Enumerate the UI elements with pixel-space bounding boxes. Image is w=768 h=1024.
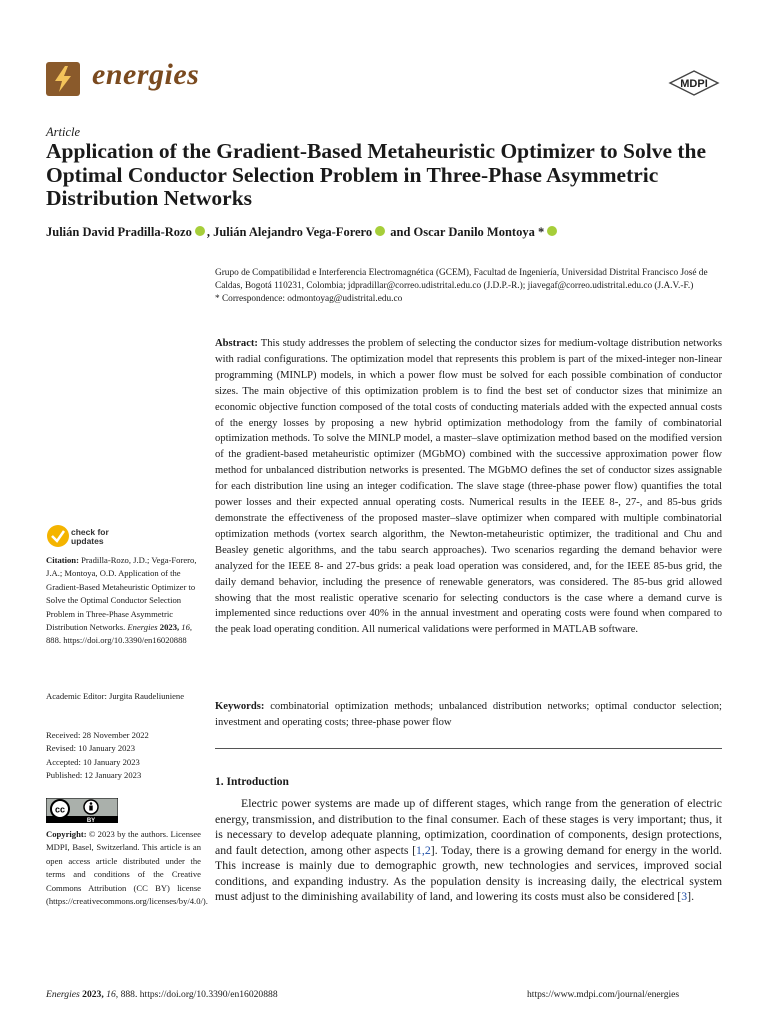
publisher-name: MDPI [680, 78, 708, 90]
mdpi-logo[interactable] [668, 70, 720, 96]
author-list: Julián David Pradilla-Rozo , Julián Alejandro Vega-Forero and Oscar Danilo Montoya * [46, 225, 559, 240]
journal-logo [46, 62, 80, 96]
keywords [215, 699, 722, 731]
footer-url[interactable]: https://www.mdpi.com/journal/energies [527, 989, 680, 1000]
orcid-icon[interactable] [375, 226, 385, 236]
copyright-label: Copyright: [46, 829, 87, 839]
published-date: Published: 12 January 2023 [46, 770, 142, 781]
citation-label: Citation: [46, 555, 79, 565]
correspondence: * Correspondence: odmontoyag@udistrital.edu.co [215, 294, 403, 304]
author-1[interactable]: Julián David Pradilla-Rozo [46, 225, 192, 239]
divider [215, 748, 722, 749]
revised-date: Revised: 10 January 2023 [46, 743, 136, 754]
abstract-text: This study addresses the problem of selecting the conductor sizes for medium-voltage distribution networks with radial configurations. The optimization model that represents this problem is part of the mixed-integer non-linear programming (MINLP) models, in which a power flow must be solved for each possible combination of conductor sizes. The main objective of this optimization problem is to find the best set of conductor sizes that minimize an economic objective function composed of the total costs of conducting materials added with the expected annual costs of the energy losses by proposing a new hybrid optimization methodology from the family of combinatorial optimization methods. To solve the MINLP model, a master–slave optimization method based on the modified version of the gradient-based metaheuristic optimizer (MGbMO) combined with the successive approximation power flow method for unbalanced distribution networks is presented. The MGbMO defines the set of conductor sizes assignable for each distribution line using an integer codification. The slave stage (three-phase power flow) quantifies the total power losses and their expected annual operating costs. Numerical results in the IEEE 8-, 27-, and 85-bus grids demonstrate the effectiveness of the proposed master–slave optimizer when compared with multiple combinatorial optimization methods (vortex search algorithm, the Newton-metaheuristic optimizer, the traditional and Chu and Beasley genetic algorithms, and the tabu search approaches). Two scenarios regarding the demand behavior were analyzed for the IEEE 8- and 27-bus grids: a peak load operation was considered, and, for the IEEE 85-bus grid, the daily demand behavior, including the presence of renewable generators, was considered. The 85-bus grid allowed showing that the most realistic operative scenario for selecting conductors is the case where a demand curve is implemented since reductions over 40% in the annual investment and operating costs were found when compared to the peak load operating condition. All numerical validations were performed in MATLAB software. [215, 338, 722, 636]
abstract [215, 336, 722, 638]
received-date: Received: 28 November 2022 [46, 730, 149, 740]
reference-link[interactable]: 3 [681, 889, 688, 903]
affiliation: Grupo de Compatibilidad e Interferencia Electromagnética (GCEM), Facultad de Ingeniería, Universidad Distrital Francisco José de Caldas, Bogotá 110231, Colombia; jdpradillar@correo.udistrital.edu.co (J.D.P.-R.); jiavegaf@correo.udistrital.edu.co (J.A.V.-F.) [215, 268, 708, 291]
lightning-icon [46, 62, 80, 96]
orcid-icon[interactable] [195, 226, 205, 236]
copyright-block: Copyright: © 2023 by the authors. Licensee MDPI, Basel, Switzerland. This article is an open access article distributed under the terms and conditions of the Creative Commons Attribution (CC BY) license (https://creativecommons.org/licenses/by/4.0/). [46, 829, 208, 907]
footer-citation: Energies 2023, 16, 888. https://doi.org/10.3390/en16020888 [46, 989, 278, 1000]
author-3[interactable]: and Oscar Danilo Montoya * [390, 225, 545, 239]
article-title: Application of the Gradient-Based Metaheuristic Optimizer to Solve the Optimal Conductor Selection Problem in Three-Phase Asymmetric Distribution Networks [46, 139, 707, 210]
section-heading: 1. Introduction [215, 776, 289, 788]
article-type: Article [46, 125, 81, 139]
keywords-label: Keywords: [215, 701, 265, 712]
citation-doi[interactable]: 888. https://doi.org/10.3390/en16020888 [46, 635, 187, 646]
cc-label: cc [54, 804, 66, 815]
journal-name[interactable]: energies [92, 58, 200, 91]
orcid-icon[interactable] [547, 226, 557, 236]
footer-doi[interactable]: 888. https://doi.org/10.3390/en16020888 [120, 989, 278, 1000]
by-label: BY [86, 818, 96, 823]
check-for-updates[interactable]: check for updates [71, 527, 109, 546]
dates-block [46, 729, 201, 783]
affiliation-block [215, 267, 725, 306]
keywords-text: combinatorial optimization methods; unbalanced distribution networks; optimal conductor selection; investment and operating costs; three-phase power flow [215, 701, 722, 728]
accepted-date: Accepted: 10 January 2023 [46, 756, 140, 767]
abstract-label: Abstract: [215, 338, 258, 349]
author-2[interactable]: Julián Alejandro Vega-Forero [213, 225, 373, 239]
reference-link[interactable]: 1,2 [416, 842, 431, 857]
citation-block: Citation: Pradilla-Rozo, J.D.; Vega-Forero, J.A.; Montoya, O.D. Application of the Gradient-Based Metaheuristic Optimizer to Solve the Optimal Conductor Selection Problem in Three-Phase Asymmetric Distribution Networks. Energies 2023, 16, 888. https://doi.org/10.3390/en16020888 [46, 555, 197, 646]
intro-paragraph: Electric power systems are made up of different stages, which range from the generation of electric energy, transmission, and distribution to the final consumer. Each of these stages is very important; thus, it is necessary to develop adequate planning, optimization, coordination of components, design protections, and fault detection, among other aspects [1,2]. Today, there is a growing demand for energy in the world. This increase is mainly due to demographic growth, new technologies and services, improved social conditions, and expanding industry. As the population density is increasing daily, the electrical system must adjust to the diminishing availability of land, and lowering its costs must also be considered [3]. [215, 796, 722, 903]
academic-editor: Academic Editor: Jurgita Raudeliuniene [46, 691, 185, 701]
cc-by-license-icon[interactable] [46, 798, 118, 823]
